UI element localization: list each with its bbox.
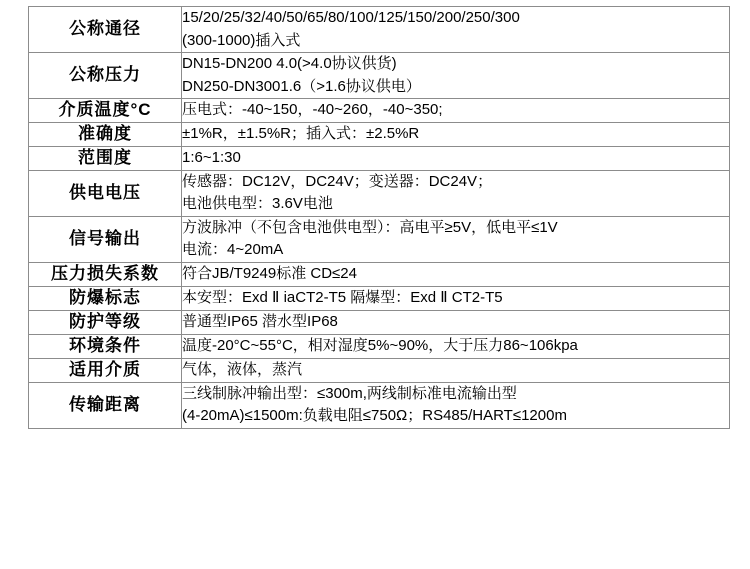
table-row xyxy=(29,53,730,99)
table-row xyxy=(29,310,730,334)
value-line: 压电式：-40~150，-40~260，-40~350; xyxy=(182,101,443,119)
value-line: 温度-20°C~55°C，相对湿度5%~90%，大于压力86~106kpa xyxy=(182,336,578,354)
table-row xyxy=(29,262,730,286)
value-line: DN15-DN200 4.0(>4.0协议供货) xyxy=(182,55,397,72)
row-label: 防护等级 xyxy=(29,310,182,334)
row-label: 适用介质 xyxy=(29,358,182,382)
row-value xyxy=(182,334,730,358)
table-row xyxy=(29,7,730,53)
table-row xyxy=(29,286,730,310)
table-row xyxy=(29,170,730,216)
row-label: 范围度 xyxy=(29,146,182,170)
row-label: 信号输出 xyxy=(29,216,182,262)
row-value xyxy=(182,382,730,428)
row-value xyxy=(182,170,730,216)
value-line: 普通型IP65 潜水型IP68 xyxy=(182,312,338,330)
table-row xyxy=(29,99,730,123)
value-line: 15/20/25/32/40/50/65/80/100/125/150/200/250/300 xyxy=(182,9,520,26)
table-row xyxy=(29,382,730,428)
row-label: 压力损失系数 xyxy=(29,262,182,286)
row-value xyxy=(182,53,730,99)
table-row xyxy=(29,334,730,358)
value-line: (4-20mA)≤1500m:负载电阻≤750Ω；RS485/HART≤1200m xyxy=(182,407,567,424)
row-value xyxy=(182,286,730,310)
value-line: 传感器：DC12V，DC24V；变送器：DC24V； xyxy=(182,172,493,190)
row-label: 传输距离 xyxy=(29,382,182,428)
row-value xyxy=(182,99,730,123)
row-value xyxy=(182,310,730,334)
value-line: 电池供电型：3.6V电池 xyxy=(182,195,333,213)
row-label: 公称通径 xyxy=(29,7,182,53)
row-value xyxy=(182,122,730,146)
value-line: 1:6~1:30 xyxy=(182,149,241,167)
value-line: 符合JB/T9249标准 CD≤24 xyxy=(182,265,357,283)
row-label: 公称压力 xyxy=(29,53,182,99)
table-row xyxy=(29,216,730,262)
row-label: 环境条件 xyxy=(29,334,182,358)
row-label: 防爆标志 xyxy=(29,286,182,310)
value-line: 电流：4~20mA xyxy=(182,241,284,259)
value-line: (300-1000)插入式 xyxy=(182,31,301,49)
row-label: 介质温度°C xyxy=(29,99,182,123)
row-value xyxy=(182,7,730,53)
value-line: 三线制脉冲输出型：≤300m,两线制标准电流输出型 xyxy=(182,384,517,402)
table-row xyxy=(29,122,730,146)
value-line: 本安型：Exd Ⅱ iaCT2-T5 隔爆型：Exd Ⅱ CT2-T5 xyxy=(182,288,503,306)
row-label: 供电电压 xyxy=(29,170,182,216)
table-row xyxy=(29,146,730,170)
row-value xyxy=(182,216,730,262)
row-value xyxy=(182,146,730,170)
row-label: 准确度 xyxy=(29,122,182,146)
value-line: ±1%R，±1.5%R；插入式：±2.5%R xyxy=(182,125,420,143)
row-value xyxy=(182,262,730,286)
table-body xyxy=(29,7,730,429)
row-value xyxy=(182,358,730,382)
specification-table xyxy=(28,6,730,429)
value-line: 气体，液体，蒸汽 xyxy=(182,360,303,378)
value-line: 方波脉冲（不包含电池供电型）：高电平≥5V，低电平≤1V xyxy=(182,218,558,236)
value-line: DN250-DN3001.6（>1.6协议供电） xyxy=(182,77,421,95)
table-row xyxy=(29,358,730,382)
